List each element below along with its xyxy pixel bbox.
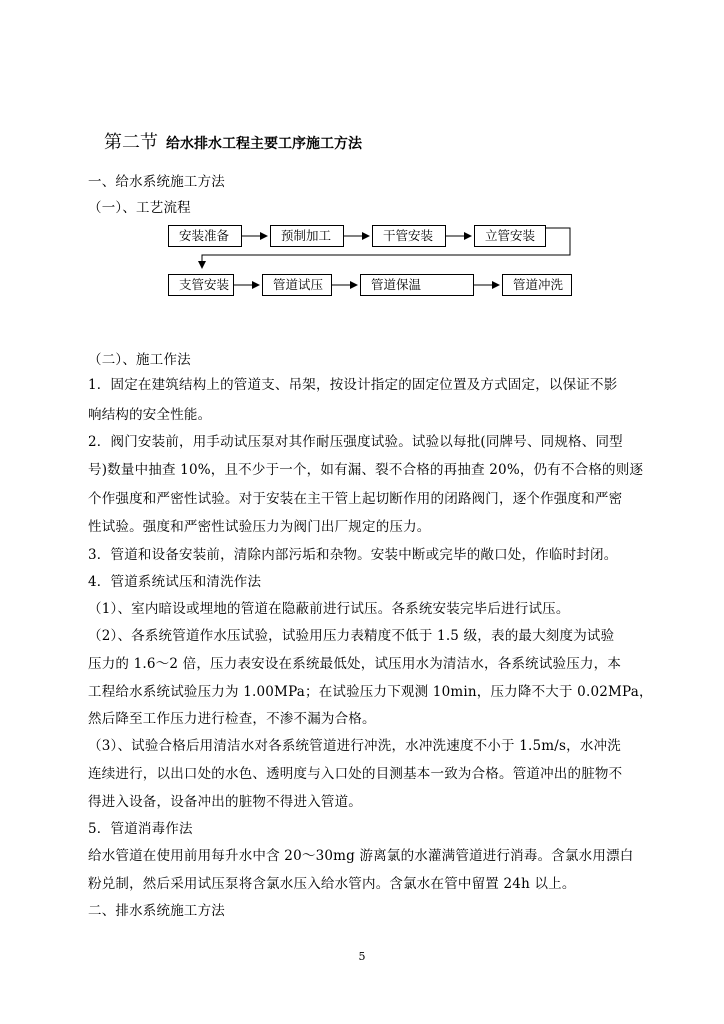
body-line: 2．阀门安装前，用手动试压泵对其作耐压强度试验。试验以每批(同牌号、同规格、同型 [88, 434, 623, 450]
body-line: 得进入设备，设备冲出的脏物不得进入管道。 [88, 794, 362, 810]
process-flow-arrows [0, 0, 724, 310]
sub-heading-process-flow: （一）、工艺流程 [88, 200, 191, 216]
body-line: 4．管道系统试压和清洗作法 [88, 574, 262, 590]
heading-water-supply: 一、给水系统施工方法 [88, 174, 225, 190]
body-line: （2）、各系统管道作水压试验，试验用压力表精度不低于 1.5 级，表的最大刻度为试验 [88, 628, 615, 644]
body-line: 5．管道消毒作法 [88, 821, 193, 837]
body-line: （3）、试验合格后用清洁水对各系统管道进行冲洗，水冲洗速度不小于 1.5m/s，水冲洗 [88, 738, 621, 754]
body-line: 3．管道和设备安装前，清除内部污垢和杂物。安装中断或完毕的敞口处，作临时封闭。 [88, 547, 618, 563]
body-line: 连续进行，以出口处的水色、透明度与入口处的目测基本一致为合格。管道冲出的脏物不 [88, 766, 623, 782]
page-number: 5 [358, 950, 366, 963]
flow-step-branch: 支管安装 [168, 274, 234, 296]
body-line: 号)数量中抽查 10%，且不少于一个，如有漏、裂不合格的再抽查 20%，仍有不合格的则逐 [88, 462, 644, 478]
body-line: 响结构的安全性能。 [88, 407, 212, 423]
body-line: 工程给水系统试验压力为 1.00MPa；在试验压力下观测 10min，压力降不大于 0.02MPa， [88, 684, 653, 700]
body-line: 粉兑制，然后采用试压泵将含氯水压入给水管内。含氯水在管中留置 24h 以上。 [88, 876, 576, 892]
heading-drainage: 二、排水系统施工方法 [88, 903, 225, 919]
flow-step-prep: 安装准备 [168, 225, 242, 247]
body-line: 个作强度和严密性试验。对于安装在主干管上起切断作用的闭路阀门，逐个作强度和严密 [88, 491, 623, 507]
flow-step-main-pipe: 干管安装 [372, 225, 446, 247]
flow-step-insulation: 管道保温 [360, 274, 474, 296]
flow-step-prefab: 预制加工 [270, 225, 344, 247]
section-title: 给水排水工程主要工序施工方法 [166, 136, 362, 152]
flow-step-flush: 管道冲洗 [502, 274, 572, 296]
flow-step-riser: 立管安装 [474, 225, 546, 247]
body-line: （1）、室内暗设或埋地的管道在隐蔽前进行试压。各系统安装完毕后进行试压。 [88, 601, 570, 617]
sub-heading-construction-method: （二）、施工作法 [88, 352, 191, 368]
body-line: 给水管道在使用前用每升水中含 20～30mg 游离氯的水灌满管道进行消毒。含氯水用漂白 [88, 848, 634, 864]
body-line: 然后降至工作压力进行检查，不渗不漏为合格。 [88, 711, 376, 727]
flow-step-pressure-test: 管道试压 [262, 274, 332, 296]
section-label: 第二节 [104, 132, 158, 153]
body-line: 性试验。强度和严密性试验压力为阀门出厂规定的压力。 [88, 519, 431, 535]
body-line: 1．固定在建筑结构上的管道支、吊架，按设计指定的固定位置及方式固定，以保证不影 [88, 377, 618, 393]
body-line: 压力的 1.6～2 倍，压力表安设在系统最低处，试压用水为清洁水，各系统试验压力，本 [88, 656, 622, 672]
